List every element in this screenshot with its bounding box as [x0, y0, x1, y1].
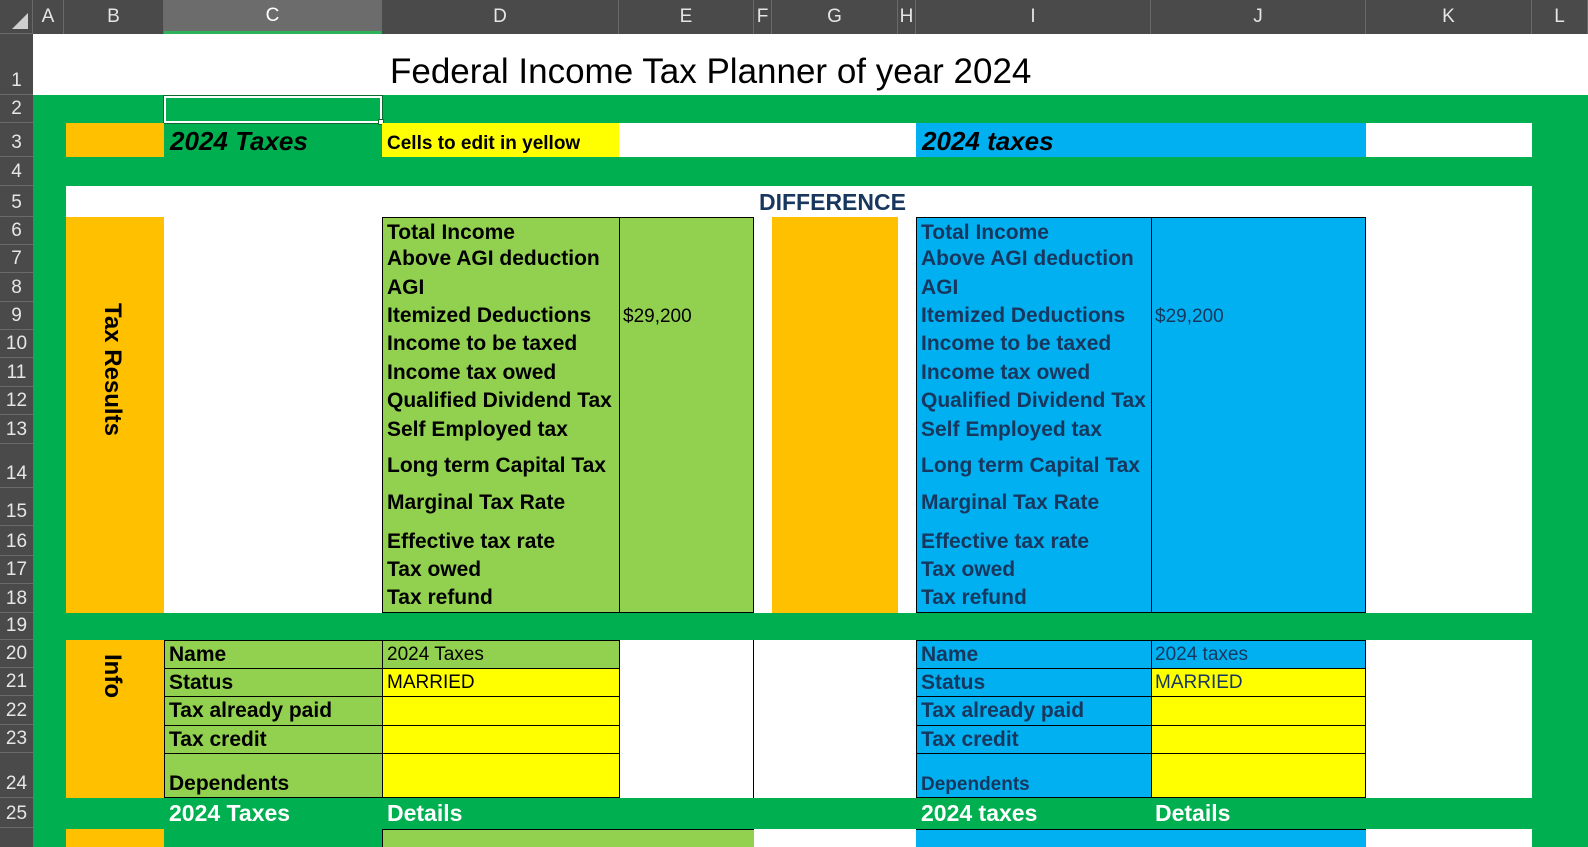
left-info-line-2	[164, 696, 383, 697]
column-header-c[interactable]: C	[164, 0, 382, 34]
row3-white-gap	[619, 123, 916, 157]
right-tax-credit-cell[interactable]	[1151, 725, 1366, 754]
right-info-line-3	[916, 725, 1152, 726]
right-info-line-2	[916, 696, 1152, 697]
row-header-3[interactable]: 3	[0, 123, 33, 157]
column-header-h[interactable]: H	[898, 0, 916, 34]
right-effective-rate-label: Effective tax rate	[921, 530, 1090, 553]
row-header-19[interactable]: 19	[0, 613, 33, 640]
left-results-values-panel	[619, 217, 754, 613]
column-header-j[interactable]: J	[1151, 0, 1366, 34]
row3-white-right	[1366, 123, 1532, 157]
info-white-k	[1366, 640, 1532, 798]
left-itemized-value: $29,200	[623, 306, 692, 327]
select-all-icon	[12, 13, 28, 29]
right-name-value: 2024 taxes	[1155, 644, 1248, 665]
row-header-24[interactable]: 24	[0, 753, 33, 798]
right-above-agi-label: Above AGI deduction	[921, 247, 1134, 270]
right-tax-owed-label: Tax owed	[921, 558, 1016, 581]
column-header-b[interactable]: B	[64, 0, 164, 34]
left-status-label: Status	[169, 671, 234, 694]
row-header-21[interactable]: 21	[0, 668, 33, 696]
row-header-17[interactable]: 17	[0, 556, 33, 584]
right-income-taxed-label: Income to be taxed	[921, 332, 1112, 355]
left-tax-owed-label: Tax owed	[387, 558, 482, 581]
right-results-values-panel	[1151, 217, 1366, 613]
column-header-a[interactable]: A	[33, 0, 64, 34]
right-qualified-dividend-label: Qualified Dividend Tax	[921, 389, 1146, 412]
difference-column	[772, 217, 898, 613]
info-gap-divider	[753, 640, 754, 798]
left-dependents-label: Dependents	[169, 772, 290, 795]
left-dependents-cell[interactable]	[382, 753, 620, 798]
right-status-value: MARRIED	[1155, 672, 1243, 693]
column-header-i[interactable]: I	[916, 0, 1151, 34]
info-white-gap	[619, 640, 916, 798]
row-header-25[interactable]: 25	[0, 798, 33, 828]
left-tax-paid-label: Tax already paid	[169, 699, 333, 722]
row-header-11[interactable]: 11	[0, 358, 33, 387]
row-header-12[interactable]: 12	[0, 387, 33, 415]
column-header-g[interactable]: G	[772, 0, 898, 34]
row-header-20[interactable]: 20	[0, 640, 33, 668]
left-tax-credit-label: Tax credit	[169, 728, 267, 751]
row-header-13[interactable]: 13	[0, 415, 33, 444]
right-tax-refund-label: Tax refund	[921, 586, 1027, 609]
column-header-e[interactable]: E	[619, 0, 754, 34]
column-header-d[interactable]: D	[382, 0, 619, 34]
row26-green	[382, 829, 754, 847]
right-tax-credit-label: Tax credit	[921, 728, 1019, 751]
right-agi-label: AGI	[921, 276, 959, 299]
row-header-18[interactable]: 18	[0, 584, 33, 613]
right-dependents-label: Dependents	[921, 774, 1030, 795]
info-label: Info	[99, 654, 126, 698]
left-marginal-rate-label: Marginal Tax Rate	[387, 491, 566, 514]
row-header-16[interactable]: 16	[0, 526, 33, 556]
tax-results-label: Tax Results	[99, 303, 126, 436]
row25-right-details: Details	[1155, 800, 1231, 826]
column-header-k[interactable]: K	[1366, 0, 1532, 34]
row-header-1[interactable]: 1	[0, 34, 33, 95]
left-tax-refund-label: Tax refund	[387, 586, 493, 609]
results-white-f	[754, 217, 772, 613]
left-section-header: 2024 Taxes	[170, 126, 308, 156]
row26-white-k	[1366, 829, 1532, 847]
right-status-label: Status	[921, 671, 986, 694]
right-income-tax-owed-label: Income tax owed	[921, 361, 1091, 384]
row-header-23[interactable]: 23	[0, 725, 33, 753]
left-qualified-dividend-label: Qualified Dividend Tax	[387, 389, 612, 412]
orange-marker-row3	[66, 123, 164, 157]
left-name-label: Name	[169, 643, 227, 666]
row-header-15[interactable]: 15	[0, 488, 33, 526]
left-name-value: 2024 Taxes	[387, 644, 484, 665]
left-self-employed-label: Self Employed tax	[387, 418, 568, 441]
results-white-c	[164, 217, 382, 613]
edit-hint-text: Cells to edit in yellow	[387, 133, 581, 154]
right-total-income-label: Total Income	[921, 221, 1049, 244]
right-tax-paid-label: Tax already paid	[921, 699, 1085, 722]
row25-left-section: 2024 Taxes	[169, 800, 291, 826]
left-agi-label: AGI	[387, 276, 425, 299]
row-header-6[interactable]: 6	[0, 217, 33, 245]
row-header-5[interactable]: 5	[0, 186, 33, 217]
row-header-10[interactable]: 10	[0, 330, 33, 358]
row-header-8[interactable]: 8	[0, 273, 33, 302]
difference-label: DIFFERENCE	[759, 189, 906, 215]
left-itemized-label: Itemized Deductions	[387, 304, 592, 327]
left-info-line-1	[164, 668, 383, 669]
row26-orange	[66, 829, 164, 847]
left-tax-paid-cell[interactable]	[382, 696, 620, 726]
left-info-line-4	[164, 753, 383, 754]
row25-right-section: 2024 taxes	[921, 800, 1038, 826]
row-header-2[interactable]: 2	[0, 95, 33, 123]
right-self-employed-label: Self Employed tax	[921, 418, 1102, 441]
right-info-line-1	[916, 668, 1152, 669]
column-header-f[interactable]: F	[754, 0, 772, 34]
row26-white	[754, 829, 916, 847]
right-info-line-4	[916, 753, 1152, 754]
left-income-taxed-label: Income to be taxed	[387, 332, 578, 355]
left-above-agi-label: Above AGI deduction	[387, 247, 600, 270]
left-capital-tax-label: Long term Capital Tax	[387, 454, 606, 477]
left-tax-credit-cell[interactable]	[382, 725, 620, 754]
left-info-line-3	[164, 725, 383, 726]
left-income-tax-owed-label: Income tax owed	[387, 361, 557, 384]
sheet-title: Federal Income Tax Planner of year 2024	[390, 52, 1032, 91]
results-white-h	[898, 217, 916, 613]
right-dependents-cell[interactable]	[1151, 753, 1366, 798]
right-name-label: Name	[921, 643, 979, 666]
row26-blue	[916, 829, 1366, 847]
row-header-14[interactable]: 14	[0, 444, 33, 488]
right-itemized-value: $29,200	[1155, 306, 1224, 327]
row-header-4[interactable]: 4	[0, 157, 33, 186]
left-effective-rate-label: Effective tax rate	[387, 530, 556, 553]
row-header-22[interactable]: 22	[0, 696, 33, 725]
right-section-header: 2024 taxes	[922, 126, 1054, 156]
column-header-l[interactable]: L	[1532, 0, 1588, 34]
right-itemized-label: Itemized Deductions	[921, 304, 1126, 327]
right-capital-tax-label: Long term Capital Tax	[921, 454, 1140, 477]
selected-cell-c2[interactable]	[164, 96, 382, 123]
row-header-9[interactable]: 9	[0, 302, 33, 330]
right-tax-paid-cell[interactable]	[1151, 696, 1366, 726]
left-status-value: MARRIED	[387, 672, 475, 693]
results-white-k	[1366, 217, 1532, 613]
row-header-7[interactable]: 7	[0, 245, 33, 273]
left-total-income-label: Total Income	[387, 221, 515, 244]
right-marginal-rate-label: Marginal Tax Rate	[921, 491, 1100, 514]
row25-left-details: Details	[387, 800, 463, 826]
row-header-26[interactable]	[0, 828, 33, 847]
select-all-corner[interactable]	[0, 0, 33, 34]
